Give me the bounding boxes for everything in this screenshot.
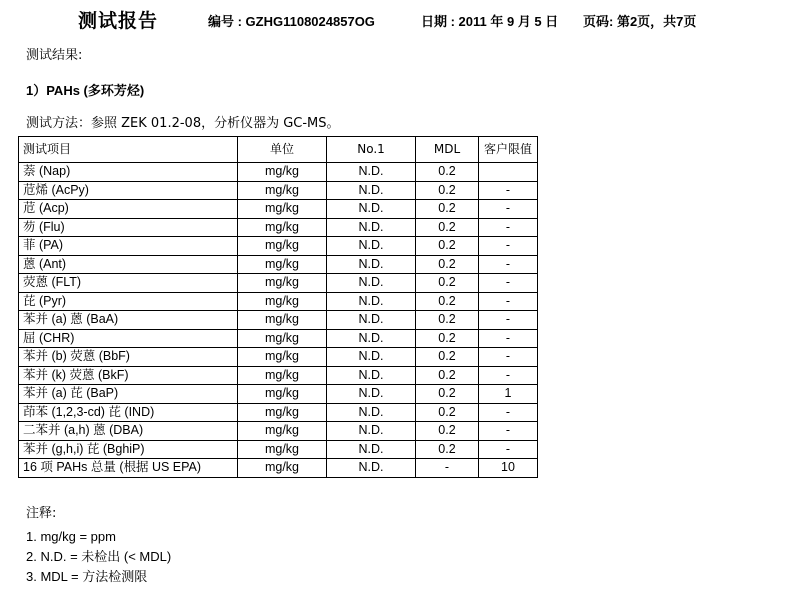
cell-mdl: 0.2 (416, 366, 479, 385)
cell-mdl: 0.2 (416, 385, 479, 404)
cell-mdl: 0.2 (416, 422, 479, 441)
cell-mdl: - (416, 459, 479, 478)
cell-item: 苯并 (k) 荧蒽 (BkF) (19, 366, 238, 385)
cell-item: 蒽 (Ant) (19, 255, 238, 274)
cell-item: 苊烯 (AcPy) (19, 181, 238, 200)
cell-no1: N.D. (327, 348, 416, 367)
column-header-mdl: MDL (416, 137, 479, 163)
cell-mdl: 0.2 (416, 292, 479, 311)
cell-unit: mg/kg (238, 366, 327, 385)
cell-unit: mg/kg (238, 348, 327, 367)
cell-item: 16 项 PAHs 总量 (根据 US EPA) (19, 459, 238, 478)
cell-unit: mg/kg (238, 163, 327, 182)
cell-client-limit: 10 (479, 459, 538, 478)
cell-mdl: 0.2 (416, 163, 479, 182)
table-row (19, 403, 538, 422)
cell-mdl: 0.2 (416, 255, 479, 274)
cell-client-limit: - (479, 200, 538, 219)
note-item: 2. N.D. = 未检出 (< MDL) (26, 549, 172, 564)
notes-section (26, 502, 171, 587)
note-item: 1. mg/kg = ppm (26, 529, 116, 544)
cell-client-limit (479, 163, 538, 182)
table-row (19, 459, 538, 478)
cell-unit: mg/kg (238, 181, 327, 200)
cell-no1: N.D. (327, 237, 416, 256)
cell-item: 苯并 (a) 芘 (BaP) (19, 385, 238, 404)
cell-no1: N.D. (327, 181, 416, 200)
cell-item: 苊 (Acp) (19, 200, 238, 219)
cell-item: 二苯并 (a,h) 蒽 (DBA) (19, 422, 238, 441)
cell-client-limit: - (479, 218, 538, 237)
table-row (19, 329, 538, 348)
table-row (19, 163, 538, 182)
table-header-row (19, 137, 538, 163)
column-header-no1: No.1 (327, 137, 416, 163)
notes-title: 注释: (26, 506, 57, 521)
results-label: 测试结果: (26, 48, 83, 63)
table-row (19, 200, 538, 219)
cell-unit: mg/kg (238, 200, 327, 219)
cell-unit: mg/kg (238, 385, 327, 404)
table-row (19, 292, 538, 311)
cell-no1: N.D. (327, 422, 416, 441)
table-row (19, 181, 538, 200)
cell-no1: N.D. (327, 292, 416, 311)
column-header-unit: 单位 (238, 137, 327, 163)
cell-item: 苯并 (b) 荧蒽 (BbF) (19, 348, 238, 367)
cell-item: 芘 (Pyr) (19, 292, 238, 311)
cell-mdl: 0.2 (416, 181, 479, 200)
cell-unit: mg/kg (238, 311, 327, 330)
cell-mdl: 0.2 (416, 218, 479, 237)
report-number: 编号 : GZHG1108024857OG (208, 14, 375, 29)
cell-item: 荧蒽 (FLT) (19, 274, 238, 293)
column-header-item: 测试项目 (19, 137, 238, 163)
cell-unit: mg/kg (238, 403, 327, 422)
cell-no1: N.D. (327, 459, 416, 478)
table-row (19, 440, 538, 459)
cell-client-limit: - (479, 348, 538, 367)
cell-mdl: 0.2 (416, 274, 479, 293)
cell-client-limit: - (479, 422, 538, 441)
cell-no1: N.D. (327, 255, 416, 274)
cell-no1: N.D. (327, 440, 416, 459)
table-row (19, 218, 538, 237)
report-title: 测试报告 (78, 10, 159, 32)
table-row (19, 366, 538, 385)
cell-client-limit: - (479, 181, 538, 200)
cell-client-limit: - (479, 255, 538, 274)
cell-item: 苯并 (g,h,i) 芘 (BghiP) (19, 440, 238, 459)
test-method: 测试方法：参照 ZEK 01.2-08，分析仪器为 GC-MS。 (26, 116, 340, 131)
cell-item: 萘 (Nap) (19, 163, 238, 182)
cell-client-limit: - (479, 403, 538, 422)
cell-client-limit: - (479, 366, 538, 385)
cell-no1: N.D. (327, 403, 416, 422)
cell-item: 茚苯 (1,2,3-cd) 芘 (IND) (19, 403, 238, 422)
note-item: 3. MDL = 方法检测限 (26, 569, 148, 584)
cell-no1: N.D. (327, 274, 416, 293)
page-indicator: 页码: 第2页，共7页 (583, 14, 697, 29)
cell-mdl: 0.2 (416, 403, 479, 422)
cell-client-limit: - (479, 329, 538, 348)
cell-item: 芴 (Flu) (19, 218, 238, 237)
table-row (19, 237, 538, 256)
table-row (19, 274, 538, 293)
cell-client-limit: - (479, 311, 538, 330)
cell-mdl: 0.2 (416, 440, 479, 459)
table-row (19, 422, 538, 441)
cell-client-limit: - (479, 292, 538, 311)
table-row (19, 348, 538, 367)
report-date: 日期 : 2011 年 9 月 5 日 (421, 14, 559, 29)
cell-mdl: 0.2 (416, 348, 479, 367)
cell-mdl: 0.2 (416, 311, 479, 330)
cell-item: 菲 (PA) (19, 237, 238, 256)
cell-unit: mg/kg (238, 274, 327, 293)
table-row (19, 311, 538, 330)
cell-no1: N.D. (327, 163, 416, 182)
cell-item: 苯并 (a) 蒽 (BaA) (19, 311, 238, 330)
cell-unit: mg/kg (238, 459, 327, 478)
table-row (19, 385, 538, 404)
cell-no1: N.D. (327, 218, 416, 237)
table-body (19, 163, 538, 478)
cell-unit: mg/kg (238, 218, 327, 237)
cell-no1: N.D. (327, 366, 416, 385)
cell-client-limit: - (479, 440, 538, 459)
cell-unit: mg/kg (238, 422, 327, 441)
cell-mdl: 0.2 (416, 200, 479, 219)
cell-unit: mg/kg (238, 329, 327, 348)
cell-no1: N.D. (327, 200, 416, 219)
cell-item: 屈 (CHR) (19, 329, 238, 348)
results-table (18, 136, 538, 478)
cell-client-limit: - (479, 274, 538, 293)
cell-mdl: 0.2 (416, 237, 479, 256)
cell-unit: mg/kg (238, 440, 327, 459)
cell-no1: N.D. (327, 329, 416, 348)
cell-unit: mg/kg (238, 292, 327, 311)
cell-mdl: 0.2 (416, 329, 479, 348)
report-header (0, 6, 790, 30)
column-header-client-limit: 客户限值 (479, 137, 538, 163)
table-row (19, 255, 538, 274)
cell-client-limit: - (479, 237, 538, 256)
cell-unit: mg/kg (238, 255, 327, 274)
cell-no1: N.D. (327, 311, 416, 330)
section-title: 1）PAHs (多环芳烃) (26, 83, 145, 98)
cell-client-limit: 1 (479, 385, 538, 404)
cell-no1: N.D. (327, 385, 416, 404)
cell-unit: mg/kg (238, 237, 327, 256)
